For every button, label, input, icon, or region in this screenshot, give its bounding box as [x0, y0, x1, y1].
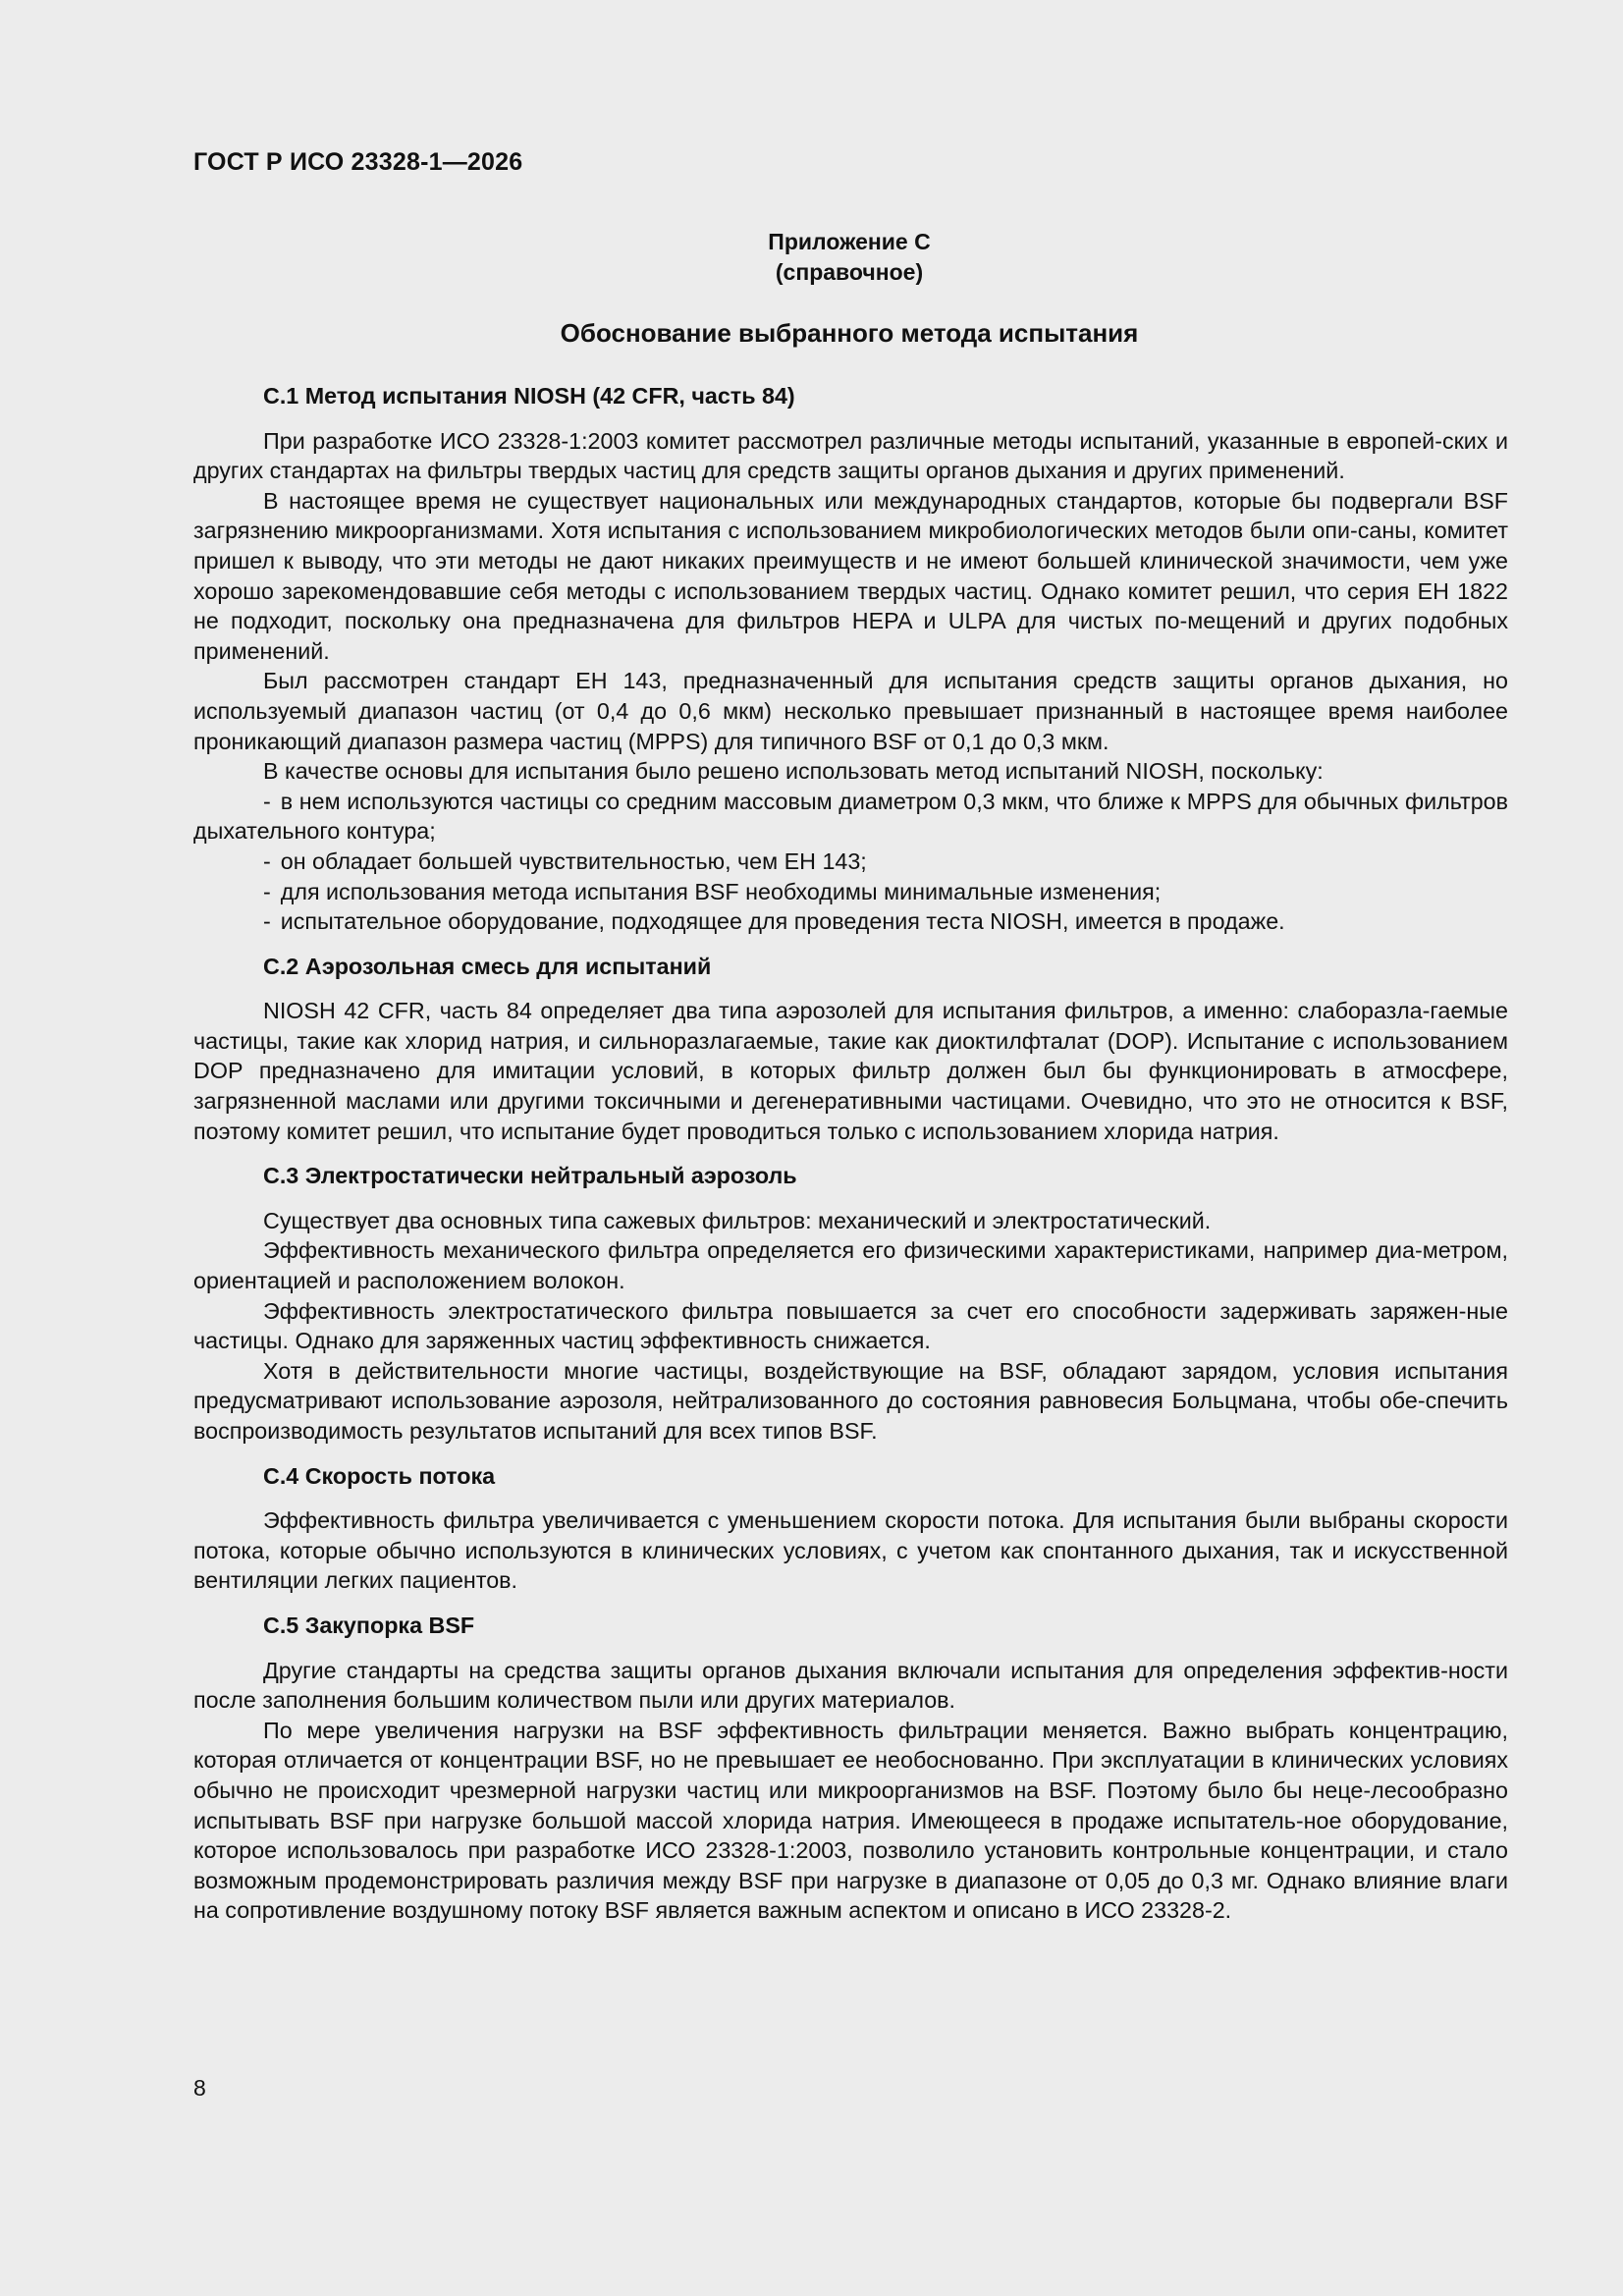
paragraph: NIOSH 42 CFR, часть 84 определяет два типа аэрозолей для испытания фильтров, а именно: слаборазла-гаемые частицы, такие как хлорид натрия, и сильноразлагаемые, такие как диоктилфталат (DOP). Испытание с использованием DOP предназначено для имитации условий, в которых фильтр должен был бы функционировать в атмосфере, загрязненной маслами или другими токсичными и дегенеративными частицами. Очевидно, что это не относится к BSF, поэтому комитет решил, что испытание будет проводиться только с использованием хлорида натрия.	[193, 998, 1508, 1144]
section-heading: С.3 Электростатически нейтральный аэрозоль	[263, 1163, 797, 1189]
list-dash: -	[263, 878, 271, 904]
appendix-title: Приложение С	[768, 229, 931, 254]
paragraph: Эффективность электростатического фильтра повышается за счет его способности задерживать заряжен-ные частицы. Однако для заряженных частиц эффективность снижается.	[193, 1297, 1508, 1354]
paragraph: В качестве основы для испытания было решено использовать метод испытаний NIOSH, поскольку:	[263, 758, 1324, 785]
list-item	[193, 847, 1508, 877]
main-title: Обоснование выбранного метода испытания	[560, 318, 1139, 348]
list-item-text: испытательное оборудование, подходящее для проведения теста NIOSH, имеется в продаже.	[280, 908, 1285, 935]
list-item-text: в нем используются частицы со средним массовым диаметром 0,3 мкм, что ближе к MPPS для обычных фильтров дыхательного контура;	[193, 788, 1508, 845]
section-heading: С.2 Аэрозольная смесь для испытаний	[263, 953, 712, 979]
paragraph: Эффективность механического фильтра определяется его физическими характеристиками, например диа-метром, ориентацией и расположением волокон.	[193, 1237, 1508, 1294]
section-heading: С.5 Закупорка BSF	[263, 1612, 475, 1638]
document-header: ГОСТ Р ИСО 23328-1—2026	[193, 148, 523, 176]
list-dash: -	[263, 847, 271, 874]
list-item-text: он обладает большей чувствительностью, чем ЕН 143;	[280, 847, 867, 874]
list-dash: -	[263, 908, 271, 935]
list-item-text: для использования метода испытания BSF необходимы минимальные изменения;	[280, 878, 1162, 904]
paragraph: По мере увеличения нагрузки на BSF эффективность фильтрации меняется. Важно выбрать концентрацию, которая отличается от концентрации BSF, но не превышает ее необоснованно. При эксплуатации в клинических условиях обычно не происходит чрезмерной нагрузки частиц или микроорганизмов на BSF. Поэтому было бы неце-лесообразно испытывать BSF при нагрузке большой массой хлорида натрия. Имеющееся в продаже испытатель-ное оборудование, которое использовалось при разработке ИСО 23328-1:2003, позволило установить контрольные концентрации, и стало возможным продемонстрировать различия между BSF при нагрузке в диапазоне от 0,05 до 0,3 мг. Однако влияние влаги на сопротивление воздушному потоку BSF является важным аспектом и описано в ИСО 23328-2.	[193, 1717, 1508, 1924]
list-item	[193, 877, 1508, 907]
paragraph: Был рассмотрен стандарт ЕН 143, предназначенный для испытания средств защиты органов дыхания, но используемый диапазон частиц (от 0,4 до 0,6 мкм) несколько превышает признанный в настоящее время наиболее проникающий диапазон размера частиц (MPPS) для типичного BSF от 0,1 до 0,3 мкм.	[193, 668, 1508, 754]
section	[193, 1461, 1508, 1596]
section-heading: С.1 Метод испытания NIOSH (42 CFR, часть 84)	[263, 383, 795, 409]
paragraph: В настоящее время не существует национальных или международных стандартов, которые бы подвергали BSF загрязнению микроорганизмами. Хотя испытания с использованием микробиологических методов были опи-саны, комитет пришел к выводу, что эти методы не дают никаких преимуществ и не имеют большей клинической значимости, чем уже хорошо зарекомендовавшие себя методы с использованием твердых частиц. Однако комитет решил, что серия ЕН 1822 не подходит, поскольку она предназначена для фильтров HEPA и ULPA для чистых по-мещений и других подобных применений.	[193, 487, 1508, 664]
page-number: 8	[193, 2075, 206, 2101]
body-text	[193, 381, 1508, 1941]
section	[193, 381, 1508, 937]
paragraph: При разработке ИСО 23328-1:2003 комитет рассмотрел различные методы испытаний, указанные в европей-ских и других стандартах на фильтры твердых частиц для средств защиты органов дыхания и других применений.	[193, 427, 1508, 484]
paragraph: Хотя в действительности многие частицы, воздействующие на BSF, обладают зарядом, условия испытания предусматривают использование аэрозоля, нейтрализованного до состояния равновесия Больцмана, чтобы обе-спечить воспроизводимость результатов испытаний для всех типов BSF.	[193, 1357, 1508, 1444]
list-item	[193, 906, 1508, 937]
paragraph: Существует два основных типа сажевых фильтров: механический и электростатический.	[263, 1207, 1212, 1233]
section	[193, 1611, 1508, 1926]
paragraph: Эффективность фильтра увеличивается с уменьшением скорости потока. Для испытания были выбраны скорости потока, которые обычно используются в клинических условиях, с учетом как спонтанного дыхания, так и искусственной вентиляции легких пациентов.	[193, 1507, 1508, 1594]
section	[193, 952, 1508, 1147]
appendix-type: (справочное)	[775, 259, 924, 285]
section-heading: С.4 Скорость потока	[263, 1462, 496, 1489]
list-dash: -	[263, 788, 271, 814]
section	[193, 1161, 1508, 1446]
list-item	[193, 787, 1508, 847]
paragraph: Другие стандарты на средства защиты органов дыхания включали испытания для определения эффектив-ности после заполнения большим количеством пыли или других материалов.	[193, 1657, 1508, 1714]
